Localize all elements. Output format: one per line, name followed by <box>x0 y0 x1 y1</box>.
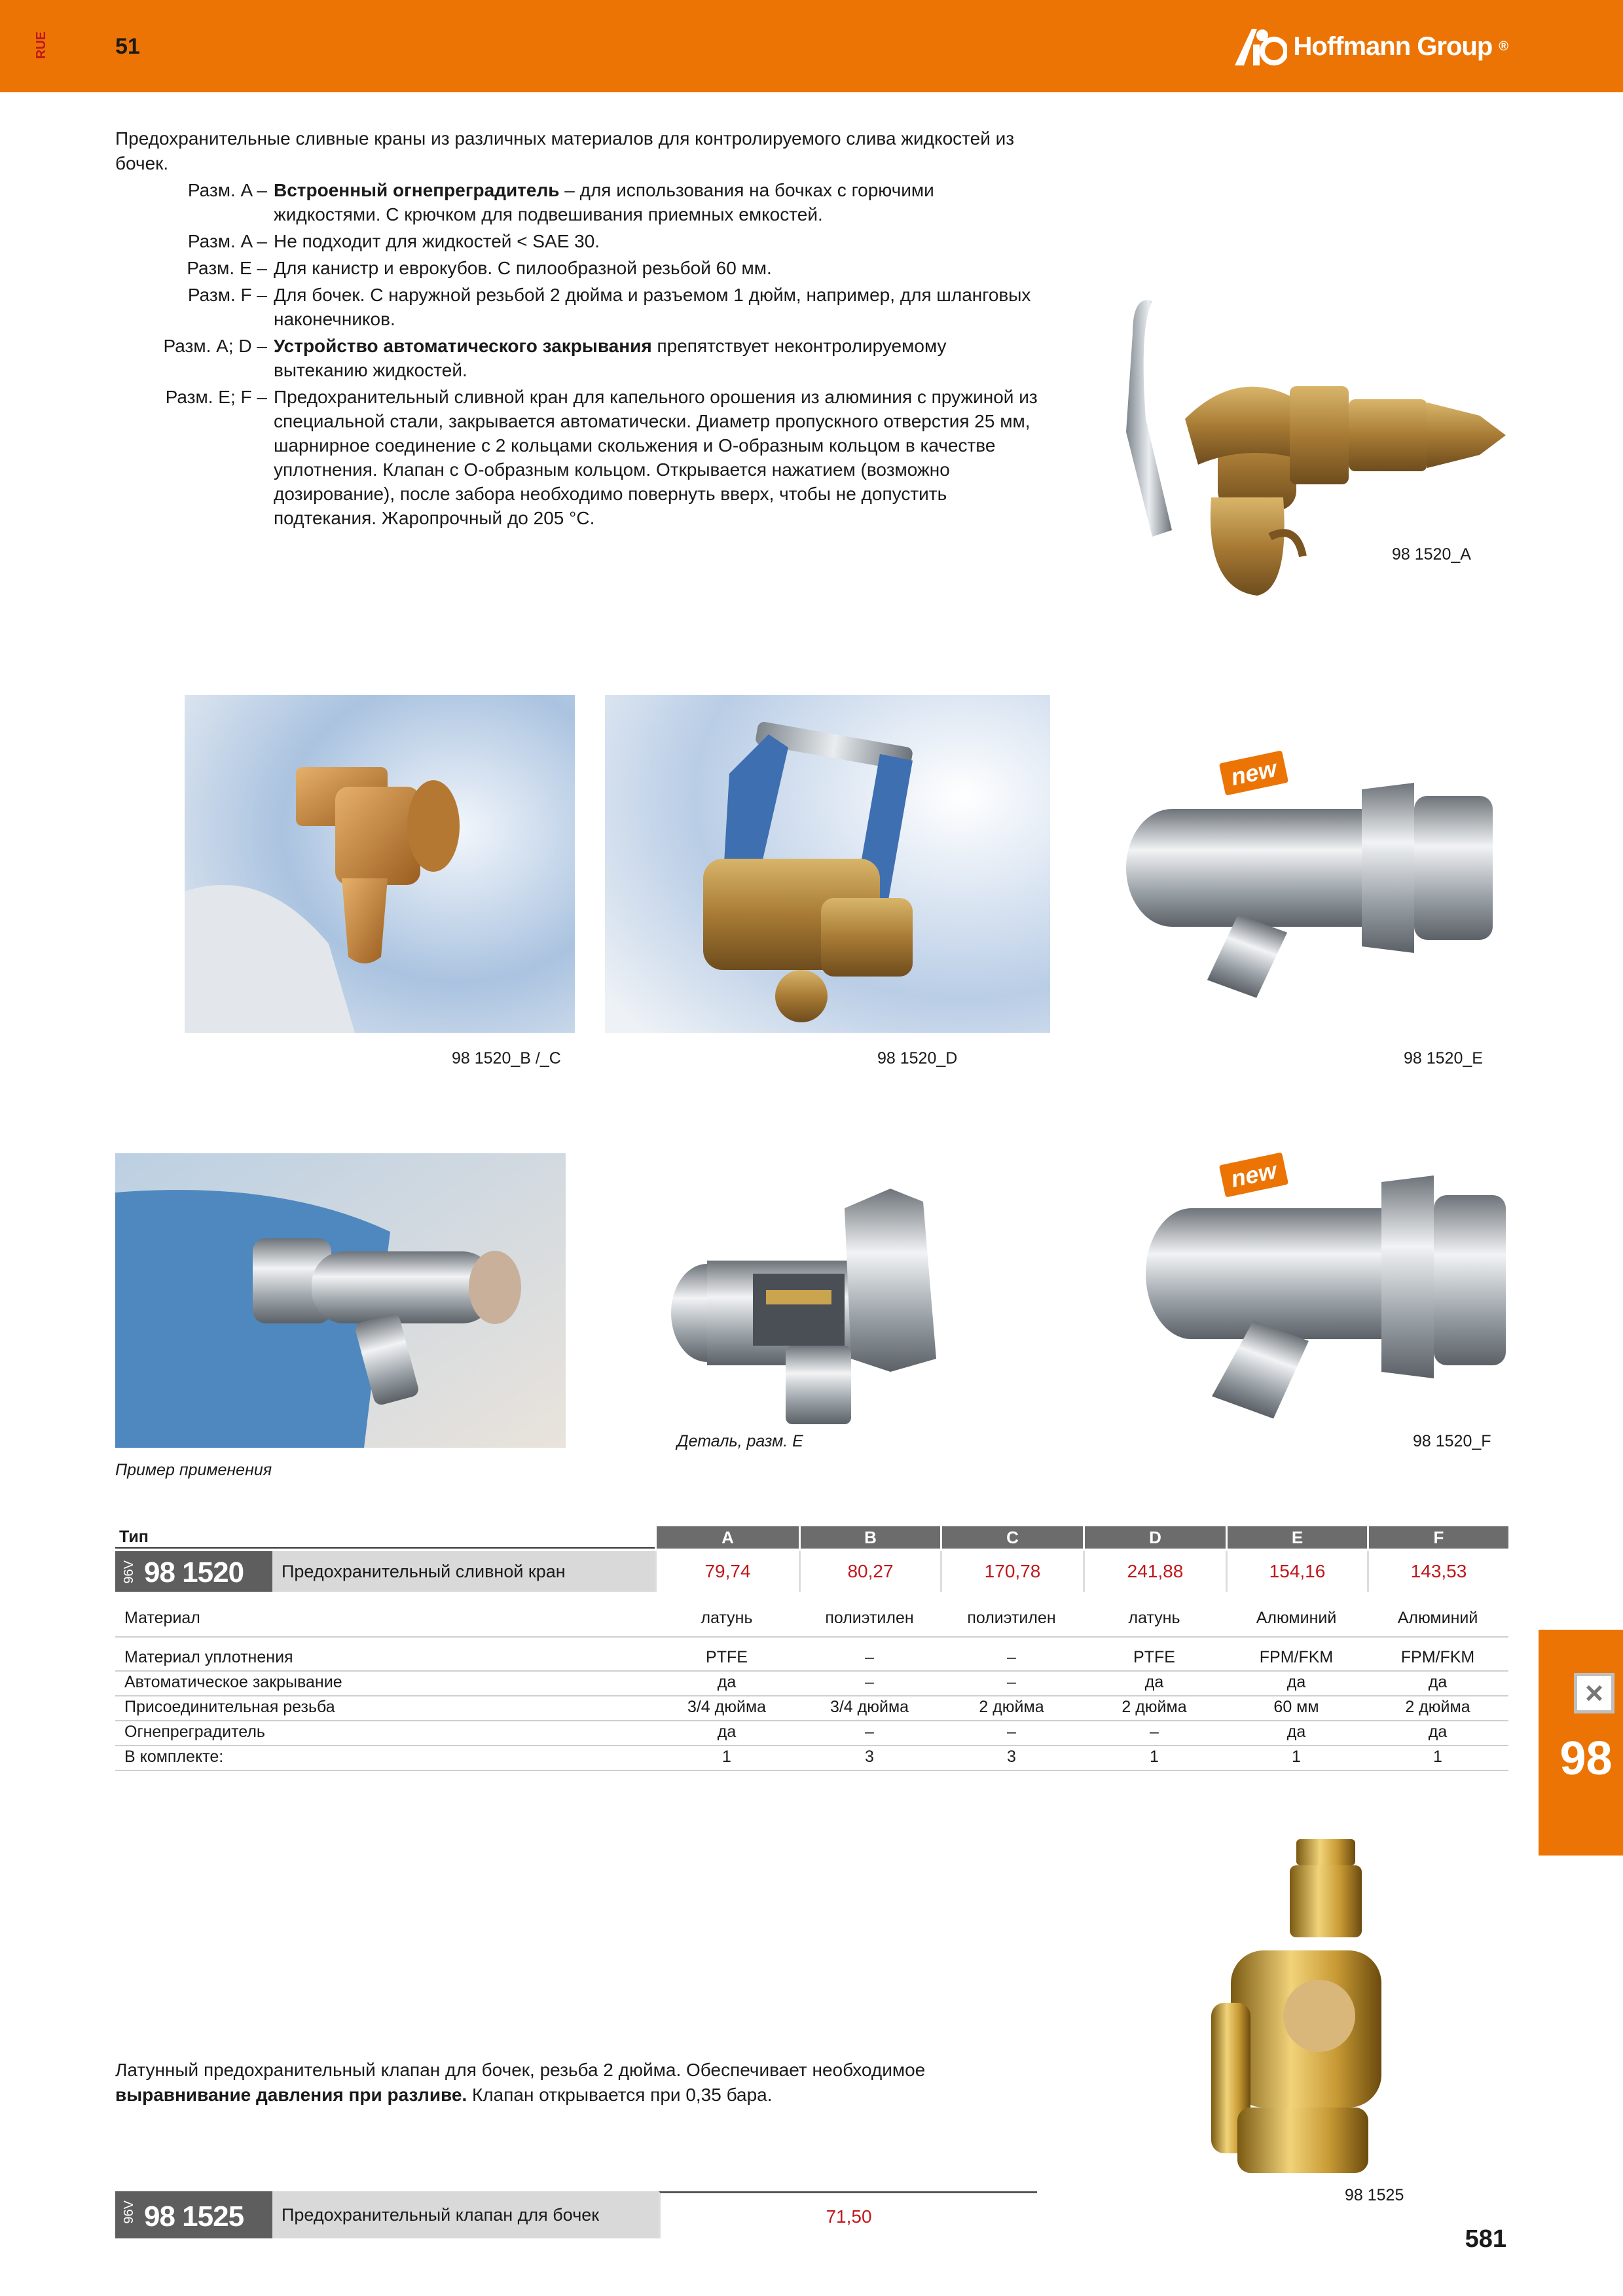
header-page-number: 51 <box>115 34 140 59</box>
def-item: Разм. A; D – Устройство автоматического закрывания препятствует неконтролируемому вытеканию жидкостей. <box>163 336 947 380</box>
price-c: 170,78 <box>940 1551 1083 1592</box>
caption-e: 98 1520_E <box>1404 1049 1483 1067</box>
caption-bc: 98 1520_B /_C <box>452 1049 561 1067</box>
chapter-number: 98 <box>1559 1732 1613 1785</box>
brand-name: Hoffmann Group <box>1293 31 1493 61</box>
type-label: Тип <box>119 1528 149 1546</box>
valve-name: Предохранительный клапан для бочек <box>272 2191 659 2238</box>
col-header-b: B <box>799 1526 940 1549</box>
price-a: 79,74 <box>655 1551 799 1592</box>
valve-v96-label: 96V <box>122 2200 136 2224</box>
new-badge: new <box>1219 750 1288 795</box>
product-image-d <box>605 695 1050 1033</box>
caption-detail: Деталь, разм. E <box>677 1432 803 1450</box>
new-badge-f: new <box>1219 1152 1288 1197</box>
product-code: 98 1520 <box>144 1556 244 1588</box>
price-e: 154,16 <box>1226 1551 1367 1592</box>
table-row: Огнепреградитель да – – – да да <box>115 1720 1508 1746</box>
col-header-a: A <box>655 1526 799 1549</box>
col-header-c: C <box>940 1526 1083 1549</box>
def-item: Разм. E – Для канистр и еврокубов. С пилообразной резьбой 60 мм. <box>187 258 772 278</box>
brand-mark: ® <box>1499 39 1508 54</box>
valve-code-block <box>115 2191 272 2238</box>
def-item: Разм. A – Встроенный огнепреградитель – для использования на бочках с горючими жидкостями. С крючком для подвешивания приемных емкостей. <box>187 180 934 224</box>
valve-price: 71,50 <box>659 2191 1037 2238</box>
col-header-f: F <box>1367 1526 1508 1549</box>
table-row: Материал уплотнения PTFE – – PTFE FPM/FKM FPM/FKM <box>115 1645 1508 1672</box>
product-image-bc <box>185 695 575 1033</box>
caption-valve: 98 1525 <box>1345 2186 1404 2204</box>
detail-image <box>661 1162 989 1424</box>
definition-list <box>115 178 1045 533</box>
def-item: Разм. F – Для бочек. С наружной резьбой 2 дюйма и разъемом 1 дюйм, например, для шланговых наконечников. <box>187 285 1031 329</box>
price-b: 80,27 <box>799 1551 940 1592</box>
page-number: 581 <box>1465 2225 1506 2253</box>
table-row: Присоединительная резьба 3/4 дюйма 3/4 дюйма 2 дюйма 2 дюйма 60 мм 2 дюйма <box>115 1695 1508 1721</box>
caption-example: Пример применения <box>115 1461 272 1479</box>
product-name: Предохранительный сливной кран <box>272 1551 773 1592</box>
v96-label: 96V <box>122 1560 136 1584</box>
application-example-image <box>115 1153 566 1448</box>
table-row: Автоматическое закрывание да – – да да да <box>115 1670 1508 1696</box>
col-header-e: E <box>1226 1526 1367 1549</box>
col-header-d: D <box>1083 1526 1226 1549</box>
product-row <box>115 1551 1508 1592</box>
close-x-icon: × <box>1574 1673 1614 1713</box>
language-code: RUE <box>34 31 48 60</box>
table-header-row <box>115 1526 1508 1549</box>
price-d: 241,88 <box>1083 1551 1226 1592</box>
hoffmann-logo-icon <box>1235 26 1287 67</box>
def-item: Разм. A – Не подходит для жидкостей < SAE 30. <box>187 231 600 251</box>
product-image-e <box>1106 776 1519 1051</box>
caption-d: 98 1520_D <box>877 1049 958 1067</box>
valve-image <box>1198 1833 1414 2199</box>
def-item: Разм. E; F – Предохранительный сливной кран для капельного орошения из алюминия с пружиной из специальной стали, закрывается автоматически. Диаметр пропускного отверстия 25 мм, шарнирное соединение с 2 кольцами скольжения и O-образным кольцом в качестве уплотнения. Клапан с O-образным кольцом. Открывается нажатием (возможно дозирование), после забора необходимо повернуть вверх, чтобы не допустить подтекания. Жаропрочный до 205 °C. <box>165 387 1038 528</box>
valve-description: Латунный предохранительный клапан для бочек, резьба 2 дюйма. Обеспечивает необходимое выравнивание давления при разливе. Клапан открывается при 0,35 бара. <box>115 2060 926 2105</box>
table-row: Материал латунь полиэтилен полиэтилен латунь Алюминий Алюминий <box>115 1601 1508 1638</box>
caption-f: 98 1520_F <box>1413 1432 1491 1450</box>
valve-product-row <box>115 2191 1037 2238</box>
product-image-f <box>1126 1162 1519 1457</box>
product-image-a <box>1074 288 1545 596</box>
intro-text: Предохранительные сливные краны из различных материалов для контролируемого слива жидкостей из бочек. <box>115 128 1015 173</box>
table-row: В комплекте: 1 3 3 1 1 1 <box>115 1745 1508 1771</box>
brand-logo <box>1235 26 1508 67</box>
price-f: 143,53 <box>1367 1551 1508 1592</box>
product-code-block <box>115 1551 272 1592</box>
valve-code: 98 1525 <box>144 2200 244 2233</box>
caption-a: 98 1520_A <box>1392 545 1471 564</box>
